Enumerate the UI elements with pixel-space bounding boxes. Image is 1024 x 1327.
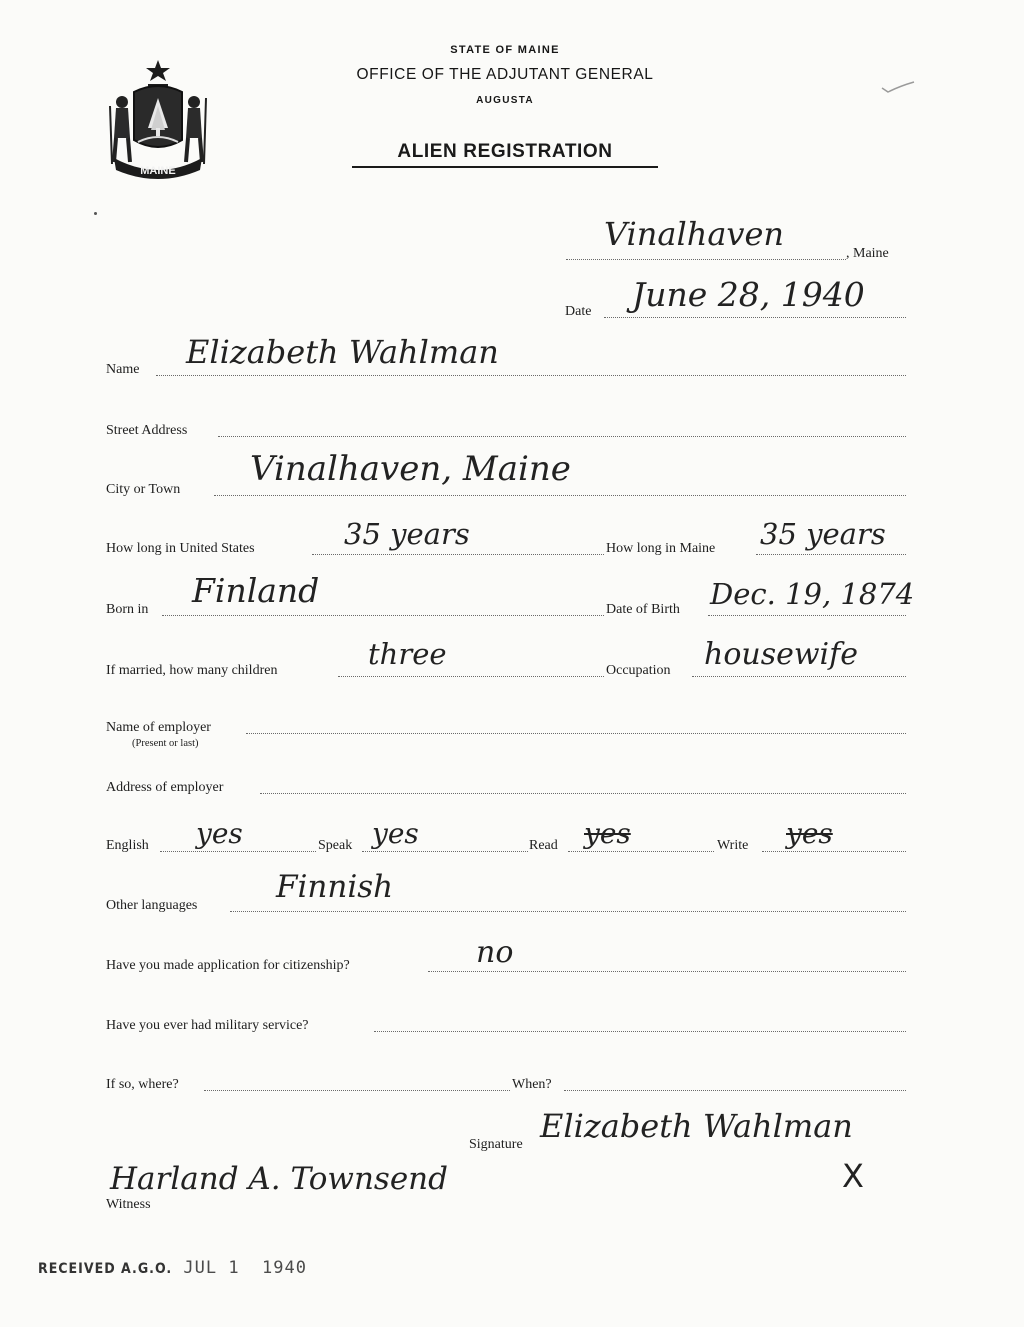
how-long-us-line (312, 554, 604, 555)
city-or-town-label: City or Town (106, 482, 181, 497)
military-line (374, 1031, 906, 1032)
speak-value: yes (372, 817, 419, 850)
employer-name-line (246, 733, 906, 734)
signature-label: Signature (469, 1137, 523, 1152)
town-value: Vinalhaven (604, 215, 785, 253)
form-title: ALIEN REGISTRATION (352, 141, 658, 168)
witness-value: Harland A. Townsend (110, 1161, 448, 1197)
maine-state-seal-icon (104, 58, 212, 180)
if-so-where-line (204, 1090, 510, 1091)
name-line (156, 375, 906, 376)
how-long-maine-value: 35 years (760, 517, 886, 551)
town-line (566, 259, 846, 260)
english-label: English (106, 838, 149, 853)
how-long-maine-label: How long in Maine (606, 541, 716, 556)
date-of-birth-label: Date of Birth (606, 602, 680, 617)
children-label: If married, how many children (106, 663, 278, 678)
check-mark-icon (878, 78, 918, 98)
received-stamp (38, 1258, 307, 1278)
occupation-label: Occupation (606, 663, 671, 678)
born-in-line (162, 615, 604, 616)
write-label: Write (717, 838, 749, 853)
name-value: Elizabeth Wahlman (186, 333, 499, 371)
how-long-maine-line (756, 554, 906, 555)
when-line (564, 1090, 906, 1091)
date-value: June 28, 1940 (632, 275, 865, 314)
english-line (160, 851, 316, 852)
read-value: yes (584, 817, 631, 850)
how-long-us-label: How long in United States (106, 541, 255, 556)
citizenship-line (428, 971, 906, 972)
header-state: STATE OF MAINE (450, 44, 560, 56)
children-line (338, 676, 604, 677)
other-languages-line (230, 911, 906, 912)
if-so-where-label: If so, where? (106, 1077, 179, 1092)
signature-mark: X (842, 1157, 864, 1195)
city-or-town-line (214, 495, 906, 496)
state-suffix-label: , Maine (846, 246, 889, 261)
read-label: Read (529, 838, 558, 853)
speak-label: Speak (318, 838, 353, 853)
speak-line (362, 851, 528, 852)
street-address-line (218, 436, 906, 437)
write-value: yes (786, 817, 833, 850)
date-line (604, 317, 906, 318)
other-languages-value: Finnish (276, 869, 394, 905)
occupation-line (692, 676, 906, 677)
header-city: AUGUSTA (476, 95, 534, 106)
date-label: Date (565, 304, 592, 319)
other-languages-label: Other languages (106, 898, 198, 913)
name-label: Name (106, 362, 140, 377)
how-long-us-value: 35 years (344, 517, 470, 551)
header-office: OFFICE OF THE ADJUTANT GENERAL (356, 66, 654, 83)
city-or-town-value: Vinalhaven, Maine (250, 449, 571, 489)
date-of-birth-line (708, 615, 906, 616)
citizenship-label: Have you made application for citizenship? (106, 958, 350, 973)
occupation-value: housewife (704, 637, 858, 672)
received-stamp-date: JUL 1 1940 (183, 1258, 307, 1278)
born-in-label: Born in (106, 602, 149, 617)
born-in-value: Finland (192, 571, 320, 610)
received-stamp-label: RECEIVED A.G.O. (38, 1261, 173, 1277)
read-line (568, 851, 714, 852)
citizenship-value: no (476, 935, 514, 970)
english-value: yes (196, 817, 243, 850)
children-value: three (368, 637, 447, 671)
employer-name-label: Name of employer (106, 720, 211, 735)
seal-banner-text: MAINE (140, 165, 176, 177)
signature-value: Elizabeth Wahlman (540, 1107, 853, 1145)
date-of-birth-value: Dec. 19, 1874 (710, 577, 915, 611)
witness-label: Witness (106, 1197, 151, 1212)
when-label: When? (512, 1077, 552, 1092)
employer-address-label: Address of employer (106, 780, 224, 795)
write-line (762, 851, 906, 852)
military-label: Have you ever had military service? (106, 1018, 309, 1033)
employer-name-note: (Present or last) (132, 738, 199, 749)
employer-address-line (260, 793, 906, 794)
street-address-label: Street Address (106, 423, 188, 438)
paper-fleck (94, 212, 97, 215)
